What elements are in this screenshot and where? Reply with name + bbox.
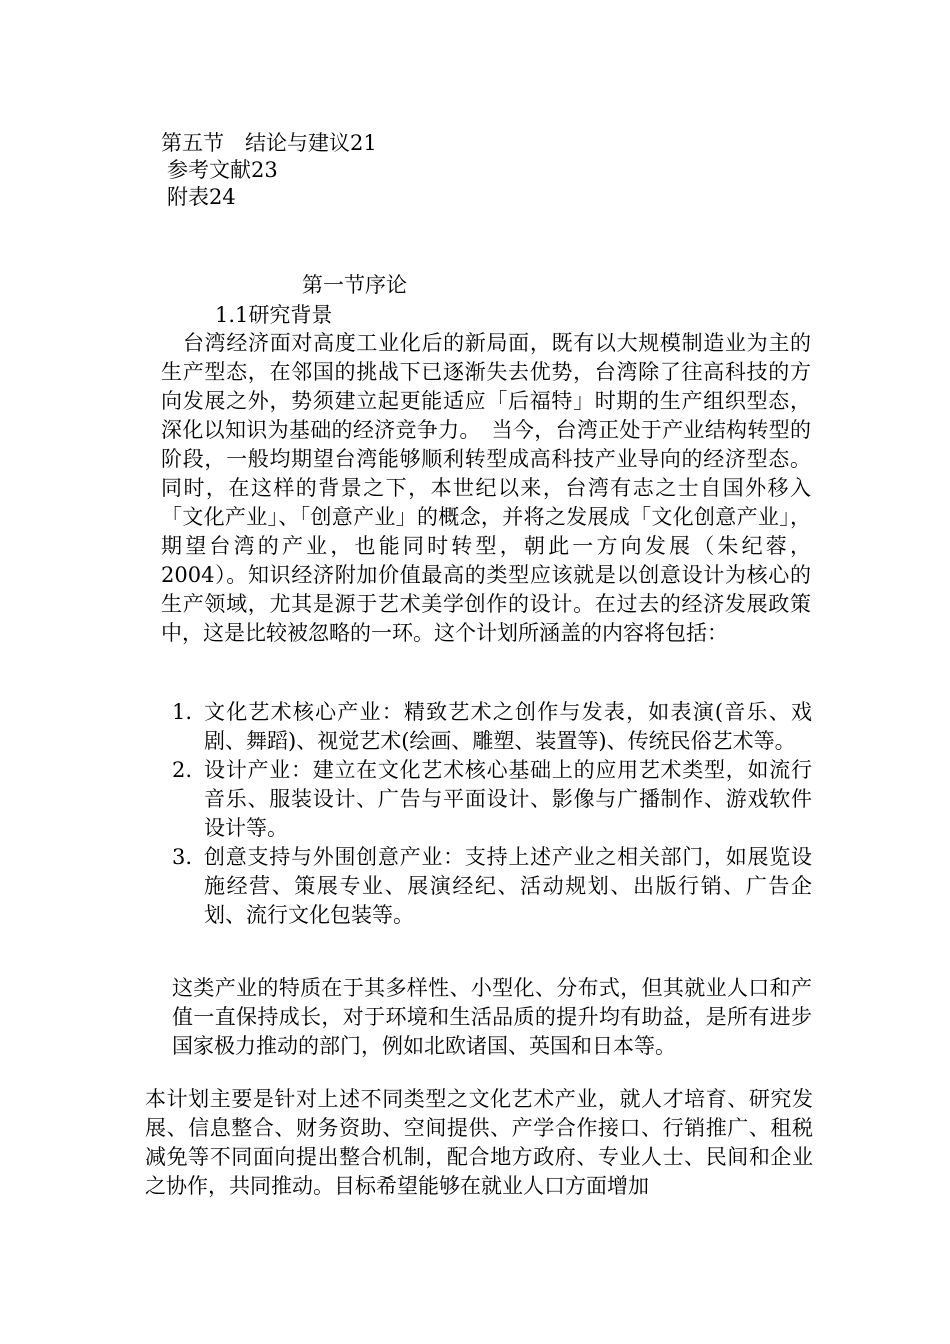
list-item	[172, 756, 812, 843]
list-item-number: 3.	[172, 845, 193, 869]
list-item	[172, 843, 812, 930]
list-item-text: 创意支持与外围创意产业：支持上述产业之相关部门，如展览设施经营、策展专业、展演经纪、活动规划、出版行销、广告企划、流行文化包装等。	[204, 845, 812, 927]
toc-item-conclusion: 第五节 结论与建议21	[161, 131, 377, 155]
list-item-number: 1.	[172, 700, 193, 724]
list-item-text: 设计产业：建立在文化艺术核心基础上的应用艺术类型，如流行音乐、服装设计、广告与平面设计、影像与广播制作、游戏软件设计等。	[204, 758, 812, 840]
plan-paragraph: 本计划主要是针对上述不同类型之文化艺术产业，就人才培育、研究发展、信息整合、财务资助、空间提供、产学合作接口、行销推广、租税减免等不同面向提出整合机制，配合地方政府、专业人士、民间和企业之协作，共同推动。目标希望能够在就业人口方面增加	[145, 1087, 813, 1198]
list-item-text: 文化艺术核心产业：精致艺术之创作与发表，如表演(音乐、戏剧、舞蹈)、视觉艺术(绘画、雕塑、装置等)、传统民俗艺术等。	[204, 700, 812, 753]
section-title: 第一节序论	[302, 273, 407, 297]
toc-item-appendix: 附表24	[167, 184, 236, 209]
table-of-contents	[161, 130, 377, 211]
industry-characteristics-paragraph: 这类产业的特质在于其多样性、小型化、分布式，但其就业人口和产值一直保持成长，对于环境和生活品质的提升均有助益，是所有进步国家极力推动的部门，例如北欧诸国、英国和日本等。	[172, 976, 812, 1058]
list-item	[172, 698, 812, 756]
industry-list	[172, 698, 812, 930]
toc-item-references: 参考文献23	[167, 157, 278, 182]
subsection-title: 1.1研究背景	[215, 303, 333, 327]
list-item-number: 2.	[172, 758, 193, 782]
intro-paragraph: 台湾经济面对高度工业化后的新局面，既有以大规模制造业为主的生产型态，在邻国的挑战下已逐渐失去优势，台湾除了往高科技的方向发展之外，势须建立起更能适应「后福特」时期的生产组织型态，深化以知识为基础的经济竞争力。 当今，台湾正处于产业结构转型的阶段，一般均期望台湾能够顺利转型成高科技产业导向的经济型态。同时，在这样的背景之下，本世纪以来，台湾有志之士自国外移入「文化产业」、「创意产业」的概念，并将之发展成「文化创意产业」，期望台湾的产业，也能同时转型，朝此一方向发展（朱纪蓉，2004）。知识经济附加价值最高的类型应该就是以创意设计为核心的生产领域，尤其是源于艺术美学创作的设计。在过去的经济发展政策中，这是比较被忽略的一环。这个计划所涵盖的内容将包括：	[161, 331, 811, 645]
